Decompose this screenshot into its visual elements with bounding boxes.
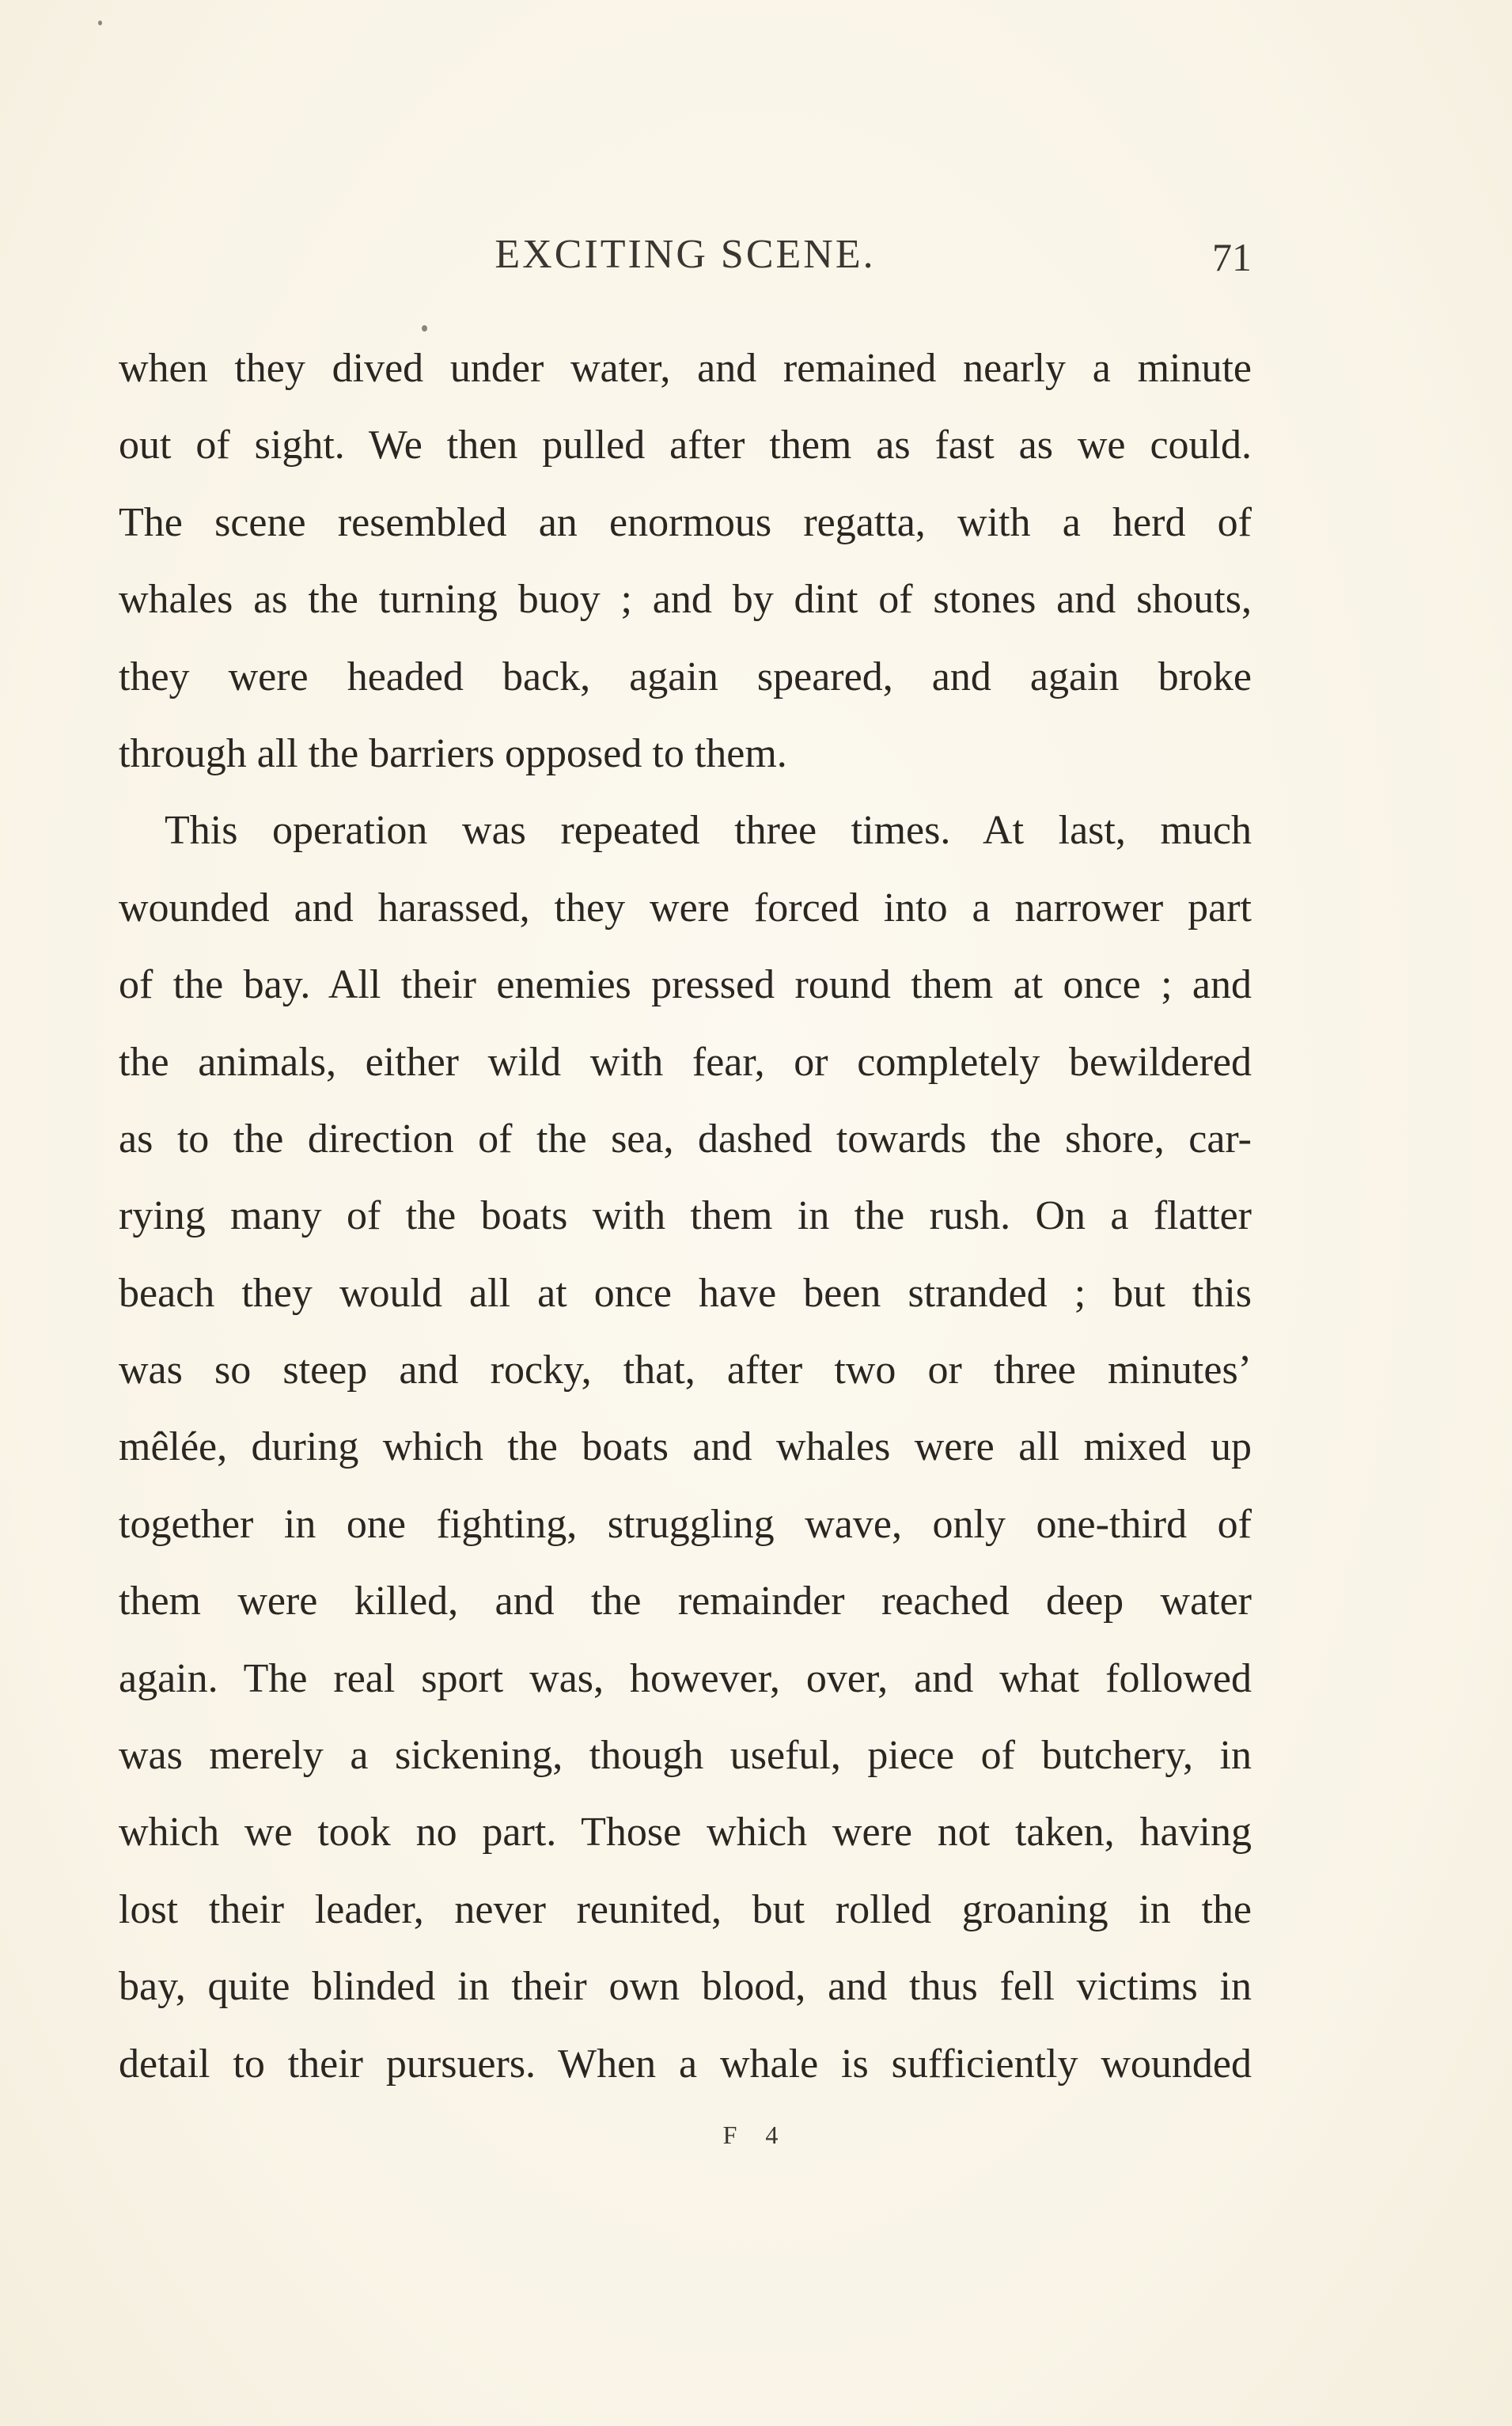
text-line: together in one fighting, struggling wave, only one-third of — [119, 1501, 1252, 1547]
text-line: of the bay. All their enemies pressed round them at once ; and — [119, 962, 1252, 1008]
text-line: which we took no part. Those which were not taken, having — [119, 1810, 1252, 1856]
text-line: rying many of the boats with them in the rush. On a flatter — [119, 1193, 1252, 1239]
text-line: whales as the turning buoy ; and by dint of stones and shouts, — [119, 577, 1252, 623]
text-line: out of sight. We then pulled after them as fast as we could. — [119, 423, 1252, 468]
body-text — [119, 342, 1252, 2114]
text-line: they were headed back, again speared, and again broke — [119, 654, 1252, 699]
text-line: was merely a sickening, though useful, piece of butchery, in — [119, 1733, 1252, 1779]
text-line: through all the barriers opposed to them. — [119, 730, 787, 776]
text-line: mêlée, during which the boats and whales were all mixed up — [119, 1424, 1252, 1470]
text-line: when they dived under water, and remained nearly a minute — [119, 346, 1252, 391]
running-head-title: EXCITING SCENE. — [495, 232, 876, 277]
signature-mark: F 4 — [722, 2121, 790, 2149]
text-line: as to the direction of the sea, dashed towards the shore, car- — [119, 1116, 1252, 1162]
ink-speck — [422, 325, 427, 332]
running-head — [119, 231, 1252, 294]
text-line: detail to their pursuers. When a whale is sufficiently wounded — [119, 2041, 1252, 2087]
text-line: the animals, either wild with fear, or completely bewildered — [119, 1039, 1252, 1085]
text-line: beach they would all at once have been stranded ; but this — [119, 1270, 1252, 1316]
text-line: wounded and harassed, they were forced into a narrower part — [119, 885, 1252, 931]
text-line: lost their leader, never reunited, but rolled groaning in the — [119, 1886, 1252, 1932]
ink-speck — [98, 21, 102, 25]
paragraph-start-line: This operation was repeated three times. At last, much — [165, 808, 1252, 854]
text-line: was so steep and rocky, that, after two or three minutes’ — [119, 1348, 1252, 1393]
text-line: them were killed, and the remainder reached deep water — [119, 1579, 1252, 1624]
page-number: 71 — [1212, 235, 1252, 279]
text-line: bay, quite blinded in their own blood, and thus fell victims in — [119, 1964, 1252, 2010]
text-line: again. The real sport was, however, over, and what followed — [119, 1655, 1252, 1701]
text-line: The scene resembled an enormous regatta, with a herd of — [119, 499, 1252, 545]
